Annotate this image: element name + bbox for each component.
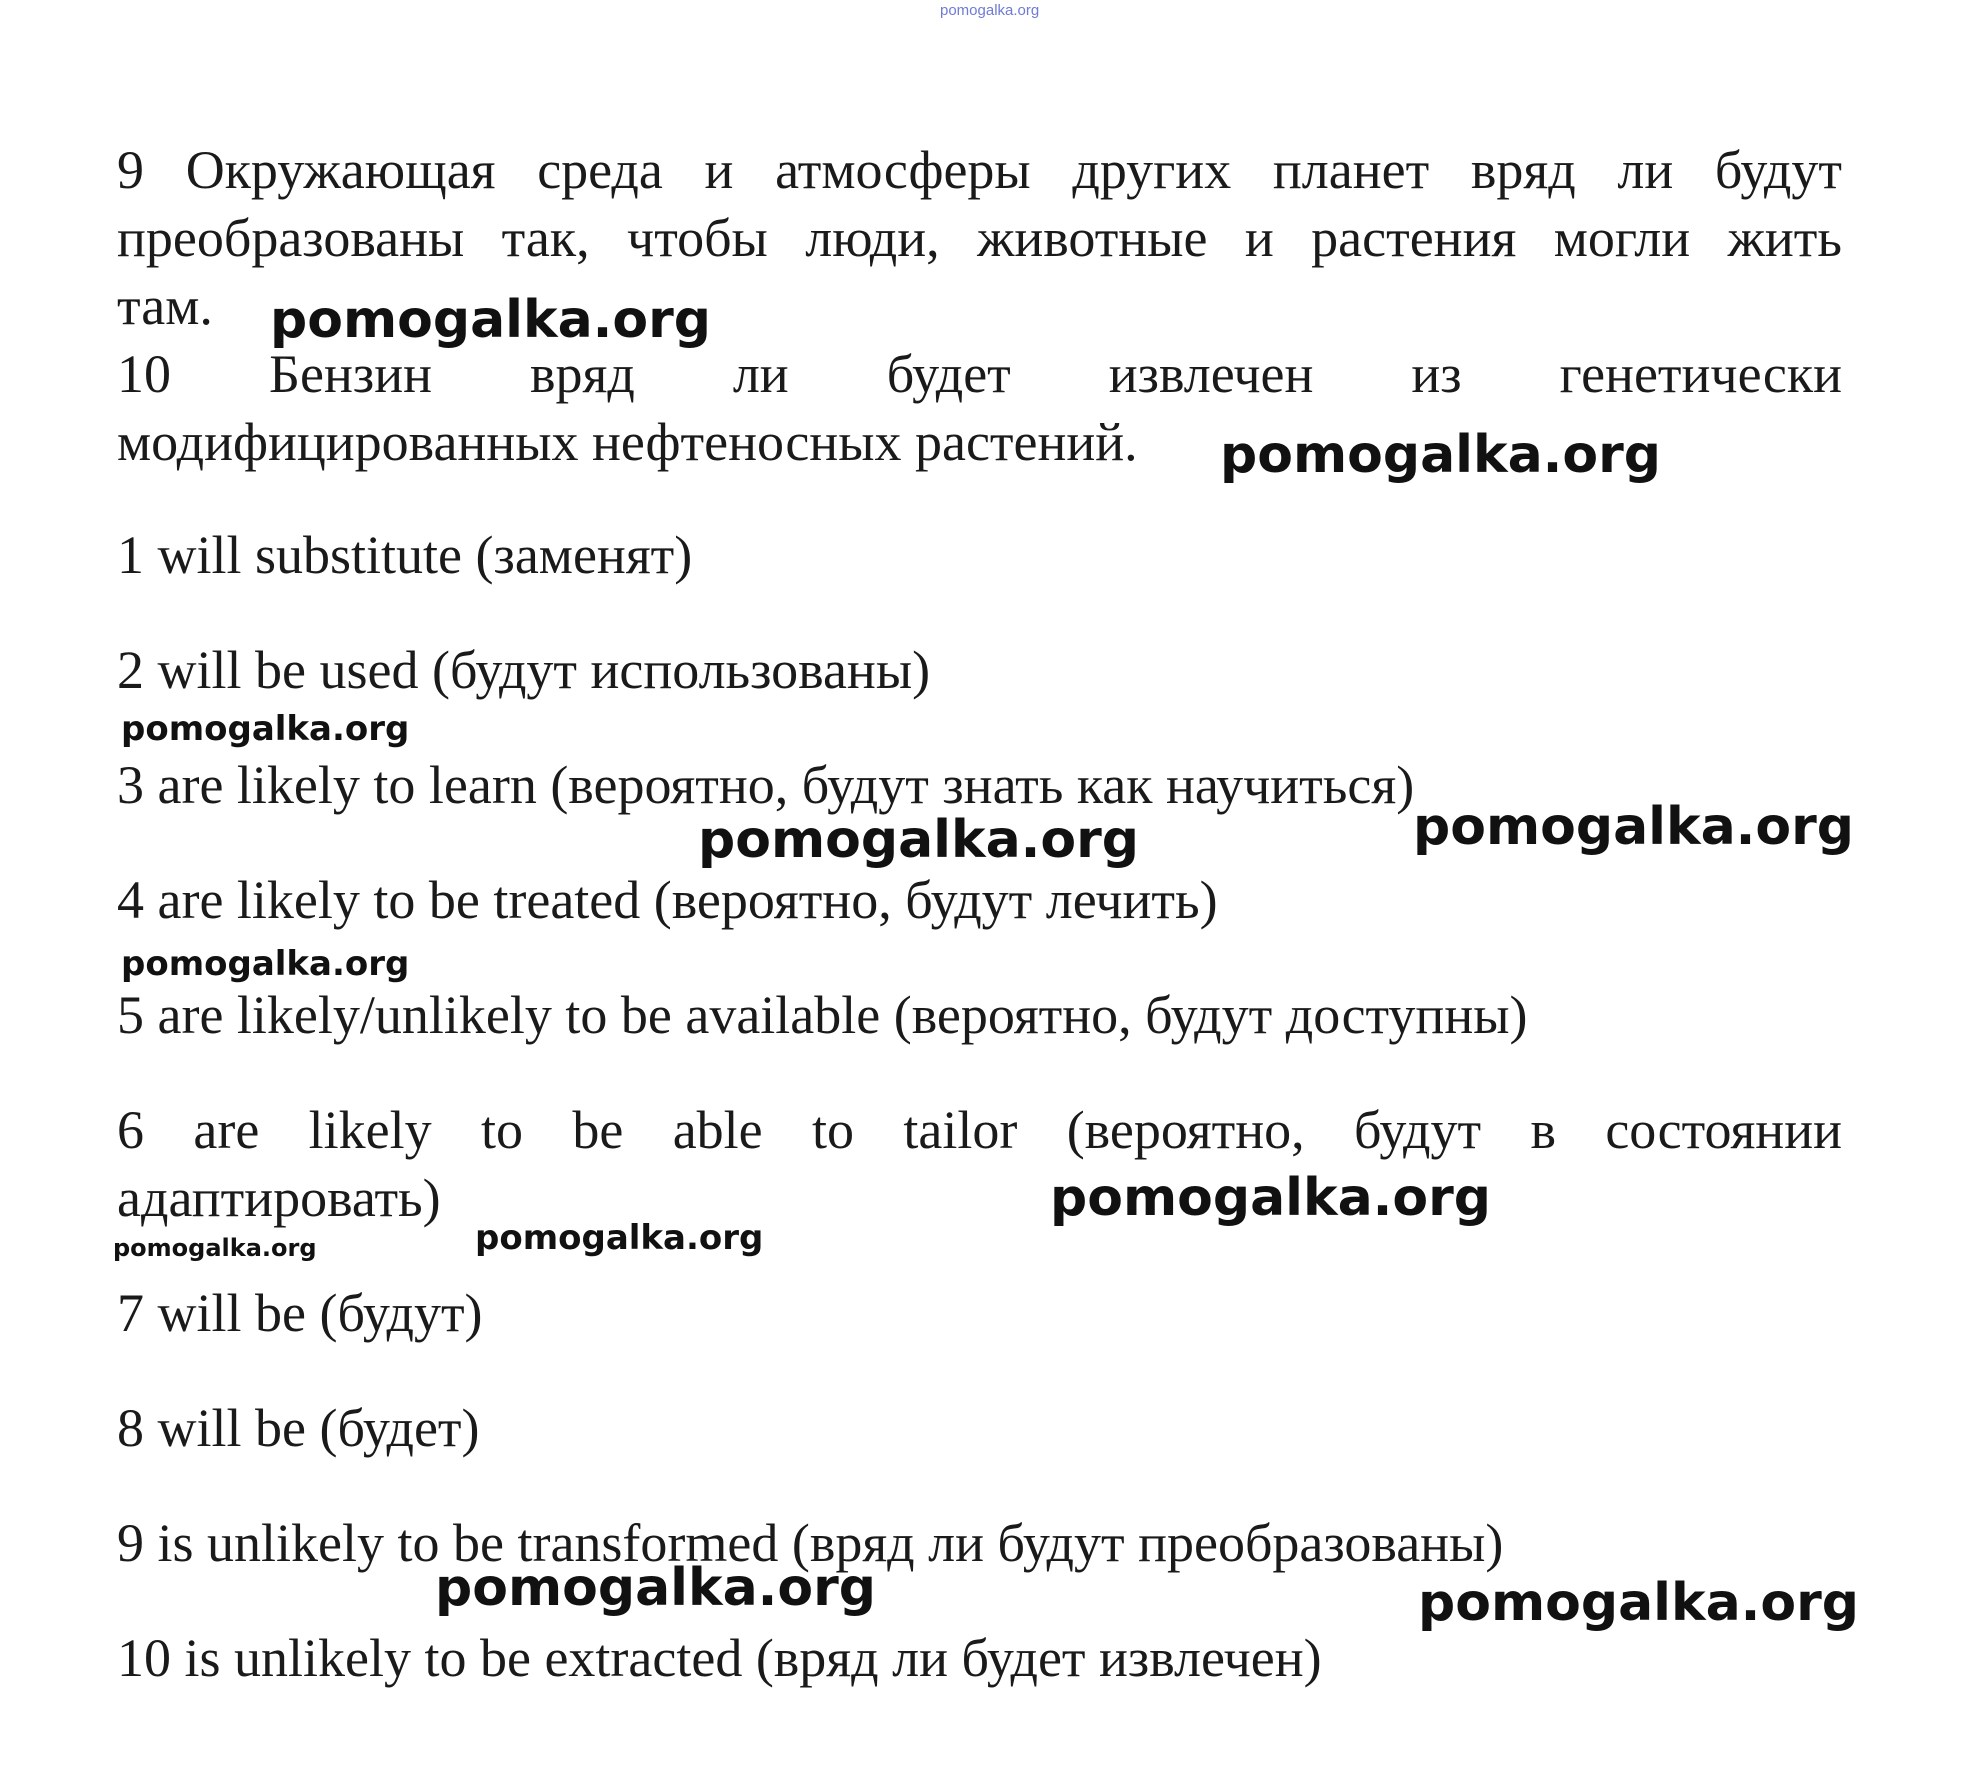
site-header-watermark: pomogalka.org xyxy=(940,2,1040,19)
watermark: pomogalka.org xyxy=(121,709,410,749)
answer-2: 2 will be used (будут использованы) xyxy=(117,640,931,700)
watermark: pomogalka.org xyxy=(1418,1573,1860,1633)
answer-8: 8 will be (будет) xyxy=(117,1398,480,1458)
watermark: pomogalka.org xyxy=(1050,1168,1492,1228)
paragraph-9-line-1: 9 Окружающая среда и атмосферы других планет вряд ли будут xyxy=(117,140,1842,200)
watermark: pomogalka.org xyxy=(121,944,410,984)
answer-7: 7 will be (будут) xyxy=(117,1283,483,1343)
paragraph-10-line-2: модифицированных нефтеносных растений. xyxy=(117,412,1138,472)
answer-9: 9 is unlikely to be transformed (вряд ли будут преобразованы) xyxy=(117,1513,1504,1573)
watermark: pomogalka.org xyxy=(698,810,1140,870)
answer-4: 4 are likely to be treated (вероятно, будут лечить) xyxy=(117,870,1218,930)
watermark: pomogalka.org xyxy=(1220,425,1662,485)
answer-3: 3 are likely to learn (вероятно, будут знать как научиться) xyxy=(117,755,1415,815)
answer-10: 10 is unlikely to be extracted (вряд ли будет извлечен) xyxy=(117,1628,1322,1688)
watermark: pomogalka.org xyxy=(435,1558,877,1618)
watermark: pomogalka.org xyxy=(475,1218,764,1258)
paragraph-9-line-2: преобразованы так, чтобы люди, животные и растения могли жить xyxy=(117,208,1842,268)
answer-6-line-2: адаптировать) xyxy=(117,1168,441,1228)
paragraph-10-line-1: 10 Бензин вряд ли будет извлечен из генетически xyxy=(117,344,1842,404)
watermark: pomogalka.org xyxy=(270,290,712,350)
answer-5: 5 are likely/unlikely to be available (вероятно, будут доступны) xyxy=(117,985,1528,1045)
answer-1: 1 will substitute (заменят) xyxy=(117,525,693,585)
watermark: pomogalka.org xyxy=(113,1234,317,1262)
watermark: pomogalka.org xyxy=(1413,797,1855,857)
answer-6-line-1: 6 are likely to be able to tailor (вероятно, будут в состоянии xyxy=(117,1100,1842,1160)
paragraph-9-line-3: там. xyxy=(117,276,213,336)
